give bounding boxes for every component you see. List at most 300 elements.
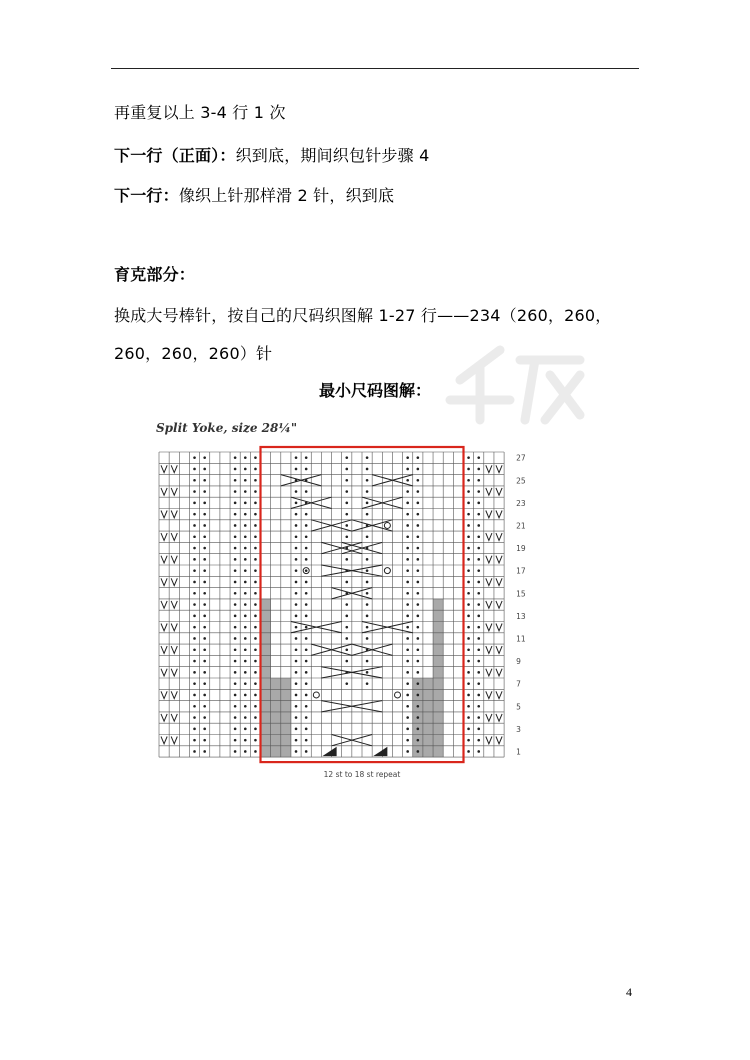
purl-dot bbox=[234, 615, 237, 618]
purl-dot bbox=[234, 468, 237, 471]
purl-dot bbox=[193, 716, 196, 719]
purl-dot bbox=[477, 558, 480, 561]
instruction-repeat: 再重复以上 3-4 行 1 次 bbox=[114, 103, 286, 122]
purl-dot bbox=[406, 490, 409, 493]
purl-dot bbox=[234, 660, 237, 663]
purl-dot bbox=[203, 728, 206, 731]
purl-dot bbox=[406, 739, 409, 742]
purl-dot bbox=[295, 750, 298, 753]
purl-dot bbox=[193, 468, 196, 471]
purl-dot bbox=[305, 739, 308, 742]
purl-dot bbox=[467, 558, 470, 561]
purl-dot bbox=[366, 535, 369, 538]
purl-dot bbox=[417, 750, 420, 753]
purl-dot bbox=[244, 581, 247, 584]
purl-dot bbox=[193, 705, 196, 708]
purl-dot bbox=[477, 648, 480, 651]
purl-dot bbox=[417, 660, 420, 663]
purl-dot bbox=[295, 637, 298, 640]
purl-dot bbox=[234, 694, 237, 697]
purl-dot bbox=[477, 502, 480, 505]
purl-dot bbox=[203, 750, 206, 753]
purl-dot bbox=[305, 626, 308, 629]
purl-dot bbox=[305, 456, 308, 459]
purl-dot bbox=[193, 479, 196, 482]
page-number: 4 bbox=[626, 985, 632, 999]
purl-dot bbox=[345, 682, 348, 685]
purl-dot bbox=[244, 569, 247, 572]
instruction-rs-text: 织到底，期间织包针步骤 4 bbox=[235, 146, 430, 165]
purl-dot bbox=[305, 615, 308, 618]
purl-dot bbox=[305, 524, 308, 527]
purl-dot bbox=[477, 513, 480, 516]
purl-dot bbox=[366, 581, 369, 584]
purl-dot bbox=[254, 535, 257, 538]
purl-dot bbox=[406, 705, 409, 708]
purl-dot bbox=[234, 728, 237, 731]
purl-dot bbox=[477, 468, 480, 471]
purl-dot bbox=[295, 615, 298, 618]
purl-dot bbox=[203, 547, 206, 550]
purl-dot bbox=[203, 682, 206, 685]
purl-dot bbox=[295, 603, 298, 606]
purl-dot bbox=[295, 581, 298, 584]
purl-dot bbox=[467, 456, 470, 459]
purl-dot bbox=[366, 490, 369, 493]
purl-dot bbox=[305, 592, 308, 595]
purl-dot bbox=[203, 535, 206, 538]
purl-dot bbox=[406, 456, 409, 459]
purl-dot bbox=[406, 468, 409, 471]
purl-dot bbox=[467, 547, 470, 550]
purl-dot bbox=[203, 558, 206, 561]
purl-dot bbox=[477, 750, 480, 753]
purl-dot bbox=[417, 479, 420, 482]
chart-title: Split Yoke, size 28¼" bbox=[156, 421, 298, 435]
purl-dot bbox=[305, 682, 308, 685]
purl-dot bbox=[193, 569, 196, 572]
purl-dot bbox=[366, 671, 369, 674]
purl-dot bbox=[254, 637, 257, 640]
purl-dot bbox=[295, 728, 298, 731]
purl-dot bbox=[193, 728, 196, 731]
purl-dot bbox=[305, 490, 308, 493]
purl-dot bbox=[295, 490, 298, 493]
purl-dot bbox=[254, 694, 257, 697]
purl-dot bbox=[406, 750, 409, 753]
purl-dot bbox=[417, 592, 420, 595]
purl-dot bbox=[244, 739, 247, 742]
purl-dot bbox=[244, 750, 247, 753]
purl-dot bbox=[345, 660, 348, 663]
purl-dot bbox=[254, 648, 257, 651]
purl-dot bbox=[244, 694, 247, 697]
purl-dot bbox=[406, 569, 409, 572]
purl-dot bbox=[295, 705, 298, 708]
purl-dot bbox=[305, 750, 308, 753]
purl-dot bbox=[254, 728, 257, 731]
purl-dot bbox=[254, 569, 257, 572]
purl-dot bbox=[366, 502, 369, 505]
purl-dot bbox=[203, 626, 206, 629]
purl-dot bbox=[417, 581, 420, 584]
purl-dot bbox=[193, 660, 196, 663]
row-label: 9 bbox=[516, 657, 521, 667]
purl-dot bbox=[203, 524, 206, 527]
purl-dot bbox=[203, 648, 206, 651]
row-label: 23 bbox=[516, 498, 526, 508]
row-label: 15 bbox=[516, 589, 526, 599]
purl-dot bbox=[254, 592, 257, 595]
purl-dot bbox=[477, 705, 480, 708]
purl-dot bbox=[203, 603, 206, 606]
purl-dot bbox=[406, 694, 409, 697]
purl-dot bbox=[406, 558, 409, 561]
purl-dot bbox=[234, 490, 237, 493]
instruction-rs-label: 下一行（正面）： bbox=[114, 146, 236, 165]
purl-dot bbox=[193, 682, 196, 685]
purl-dot bbox=[295, 660, 298, 663]
purl-dot bbox=[244, 648, 247, 651]
purl-dot bbox=[305, 468, 308, 471]
purl-dot bbox=[254, 750, 257, 753]
purl-dot bbox=[295, 682, 298, 685]
purl-dot bbox=[345, 626, 348, 629]
purl-dot bbox=[477, 671, 480, 674]
purl-dot bbox=[417, 682, 420, 685]
purl-dot bbox=[203, 513, 206, 516]
purl-dot bbox=[417, 637, 420, 640]
purl-dot bbox=[254, 479, 257, 482]
purl-dot bbox=[467, 581, 470, 584]
purl-dot bbox=[467, 535, 470, 538]
purl-dot bbox=[203, 671, 206, 674]
purl-dot bbox=[295, 648, 298, 651]
purl-dot bbox=[366, 615, 369, 618]
purl-dot bbox=[345, 502, 348, 505]
purl-dot bbox=[366, 558, 369, 561]
purl-dot bbox=[244, 592, 247, 595]
purl-dot bbox=[254, 716, 257, 719]
purl-dot bbox=[467, 524, 470, 527]
purl-dot bbox=[295, 513, 298, 516]
purl-dot bbox=[345, 490, 348, 493]
purl-dot bbox=[467, 615, 470, 618]
purl-dot bbox=[244, 626, 247, 629]
purl-dot bbox=[244, 468, 247, 471]
purl-dot bbox=[193, 490, 196, 493]
purl-dot bbox=[406, 513, 409, 516]
purl-dot bbox=[234, 603, 237, 606]
purl-dot bbox=[234, 750, 237, 753]
purl-dot bbox=[295, 547, 298, 550]
purl-dot bbox=[345, 456, 348, 459]
purl-dot bbox=[477, 581, 480, 584]
purl-dot bbox=[295, 569, 298, 572]
purl-dot bbox=[295, 456, 298, 459]
purl-dot bbox=[203, 615, 206, 618]
purl-dot bbox=[234, 558, 237, 561]
purl-dot bbox=[254, 524, 257, 527]
purl-dot bbox=[254, 705, 257, 708]
purl-dot bbox=[467, 603, 470, 606]
purl-dot bbox=[244, 671, 247, 674]
purl-dot bbox=[345, 524, 348, 527]
purl-dot bbox=[234, 479, 237, 482]
purl-dot bbox=[417, 502, 420, 505]
purl-dot bbox=[467, 728, 470, 731]
purl-dot bbox=[467, 468, 470, 471]
purl-dot bbox=[234, 648, 237, 651]
purl-dot bbox=[406, 592, 409, 595]
instruction-yoke-1: 换成大号棒针，按自己的尺码织图解 1-27 行——234（260，260， bbox=[114, 306, 612, 325]
purl-dot bbox=[234, 456, 237, 459]
purl-dot bbox=[366, 637, 369, 640]
purl-dot bbox=[467, 490, 470, 493]
purl-dot bbox=[203, 479, 206, 482]
purl-dot bbox=[193, 739, 196, 742]
purl-dot bbox=[295, 592, 298, 595]
purl-dot bbox=[417, 603, 420, 606]
purl-dot bbox=[417, 524, 420, 527]
purl-dot bbox=[295, 502, 298, 505]
purl-dot bbox=[477, 660, 480, 663]
purl-dot bbox=[477, 739, 480, 742]
purl-dot bbox=[467, 660, 470, 663]
purl-dot bbox=[193, 615, 196, 618]
purl-dot bbox=[477, 456, 480, 459]
purl-dot bbox=[254, 660, 257, 663]
purl-dot bbox=[477, 592, 480, 595]
purl-dot bbox=[417, 569, 420, 572]
purl-dot bbox=[406, 671, 409, 674]
purl-dot bbox=[417, 558, 420, 561]
purl-dot bbox=[417, 547, 420, 550]
purl-dot bbox=[234, 705, 237, 708]
row-label: 7 bbox=[516, 679, 521, 689]
row-label: 11 bbox=[516, 634, 526, 644]
purl-dot bbox=[345, 468, 348, 471]
purl-dot bbox=[203, 468, 206, 471]
purl-dot bbox=[417, 716, 420, 719]
purl-dot bbox=[295, 716, 298, 719]
purl-dot bbox=[254, 626, 257, 629]
purl-dot bbox=[295, 739, 298, 742]
purl-dot bbox=[477, 569, 480, 572]
purl-dot bbox=[406, 479, 409, 482]
purl-dot bbox=[366, 479, 369, 482]
purl-dot bbox=[244, 502, 247, 505]
purl-dot bbox=[193, 671, 196, 674]
purl-dot bbox=[406, 637, 409, 640]
purl-dot bbox=[406, 615, 409, 618]
section-heading-yoke: 育克部分： bbox=[114, 265, 196, 284]
purl-dot bbox=[234, 513, 237, 516]
purl-dot bbox=[244, 660, 247, 663]
purl-dot bbox=[345, 581, 348, 584]
purl-dot bbox=[345, 615, 348, 618]
purl-dot bbox=[366, 468, 369, 471]
purl-dot bbox=[193, 513, 196, 516]
purl-dot bbox=[203, 637, 206, 640]
purl-dot bbox=[193, 456, 196, 459]
purl-dot bbox=[417, 728, 420, 731]
purl-dot bbox=[305, 581, 308, 584]
purl-dot bbox=[467, 502, 470, 505]
purl-dot bbox=[406, 682, 409, 685]
purl-dot bbox=[406, 603, 409, 606]
purl-dot bbox=[234, 626, 237, 629]
purl-dot bbox=[295, 626, 298, 629]
purl-dot bbox=[203, 502, 206, 505]
purl-dot bbox=[254, 547, 257, 550]
purl-dot bbox=[406, 660, 409, 663]
purl-dot bbox=[467, 637, 470, 640]
purl-dot bbox=[345, 637, 348, 640]
purl-dot bbox=[193, 592, 196, 595]
purl-dot bbox=[477, 682, 480, 685]
purl-dot bbox=[193, 524, 196, 527]
purl-dot bbox=[417, 694, 420, 697]
purl-dot bbox=[366, 456, 369, 459]
purl-dot bbox=[305, 671, 308, 674]
purl-dot bbox=[477, 694, 480, 697]
purl-dot bbox=[254, 682, 257, 685]
purl-dot bbox=[295, 671, 298, 674]
purl-dot bbox=[295, 558, 298, 561]
purl-dot bbox=[244, 490, 247, 493]
purl-dot bbox=[305, 513, 308, 516]
purl-dot bbox=[193, 603, 196, 606]
purl-dot bbox=[244, 603, 247, 606]
purl-dot bbox=[406, 581, 409, 584]
purl-dot bbox=[467, 694, 470, 697]
purl-dot bbox=[305, 728, 308, 731]
purl-dot bbox=[467, 671, 470, 674]
purl-dot bbox=[244, 513, 247, 516]
purl-dot bbox=[254, 671, 257, 674]
purl-dot bbox=[244, 716, 247, 719]
purl-dot bbox=[203, 569, 206, 572]
purl-dot bbox=[406, 547, 409, 550]
purl-dot bbox=[295, 535, 298, 538]
repeat-label: 12 st to 18 st repeat bbox=[323, 770, 401, 780]
purl-dot bbox=[193, 637, 196, 640]
purl-dot bbox=[305, 547, 308, 550]
row-label: 13 bbox=[516, 611, 526, 621]
purl-dot bbox=[305, 535, 308, 538]
purl-dot bbox=[234, 569, 237, 572]
row-label: 17 bbox=[516, 566, 526, 576]
purl-dot bbox=[193, 535, 196, 538]
purl-dot bbox=[193, 626, 196, 629]
purl-dot bbox=[417, 456, 420, 459]
no-stitch-left-2 bbox=[261, 678, 291, 757]
purl-dot bbox=[295, 524, 298, 527]
purl-dot bbox=[366, 603, 369, 606]
purl-dot bbox=[254, 456, 257, 459]
purl-dot bbox=[406, 728, 409, 731]
row-label: 1 bbox=[516, 747, 521, 757]
purl-dot bbox=[295, 694, 298, 697]
purl-dot bbox=[467, 750, 470, 753]
purl-dot bbox=[305, 716, 308, 719]
purl-dot bbox=[417, 739, 420, 742]
instruction-yoke-2: 260，260，260）针 bbox=[114, 344, 273, 363]
purl-dot bbox=[467, 513, 470, 516]
purl-dot bbox=[467, 569, 470, 572]
purl-dot bbox=[417, 468, 420, 471]
purl-dot bbox=[254, 615, 257, 618]
purl-dot bbox=[477, 626, 480, 629]
purl-dot bbox=[467, 626, 470, 629]
purl-dot bbox=[203, 694, 206, 697]
purl-dot bbox=[417, 705, 420, 708]
purl-dot bbox=[203, 456, 206, 459]
purl-dot bbox=[477, 524, 480, 527]
purl-dot bbox=[203, 592, 206, 595]
purl-dot bbox=[193, 502, 196, 505]
purl-dot bbox=[366, 682, 369, 685]
purl-dot bbox=[477, 547, 480, 550]
purl-dot bbox=[477, 490, 480, 493]
purl-dot bbox=[477, 728, 480, 731]
purl-dot bbox=[305, 603, 308, 606]
purl-dot bbox=[234, 581, 237, 584]
purl-dot bbox=[254, 603, 257, 606]
purl-dot bbox=[366, 592, 369, 595]
purl-dot bbox=[366, 513, 369, 516]
chart-caption: 最小尺码图解： bbox=[318, 381, 431, 400]
purl-dot bbox=[234, 716, 237, 719]
purl-dot bbox=[406, 716, 409, 719]
row-label: 21 bbox=[516, 521, 526, 531]
purl-dot bbox=[467, 648, 470, 651]
purl-dot bbox=[203, 490, 206, 493]
purl-dot bbox=[417, 626, 420, 629]
purl-dot bbox=[203, 739, 206, 742]
purl-dot bbox=[254, 581, 257, 584]
purl-dot bbox=[345, 603, 348, 606]
purl-dot bbox=[305, 637, 308, 640]
purl-dot bbox=[467, 682, 470, 685]
purl-dot bbox=[203, 705, 206, 708]
purl-dot bbox=[234, 637, 237, 640]
purl-dot bbox=[244, 535, 247, 538]
purl-dot bbox=[467, 592, 470, 595]
purl-dot bbox=[254, 502, 257, 505]
row-label: 5 bbox=[516, 702, 521, 712]
purl-dot bbox=[254, 558, 257, 561]
purl-dot bbox=[244, 728, 247, 731]
purl-dot bbox=[244, 705, 247, 708]
row-label: 25 bbox=[516, 476, 526, 486]
purl-dot bbox=[305, 705, 308, 708]
purl-dot bbox=[234, 739, 237, 742]
purl-dot bbox=[234, 524, 237, 527]
purl-dot bbox=[254, 490, 257, 493]
row-label: 19 bbox=[516, 544, 526, 554]
purl-dot bbox=[467, 739, 470, 742]
row-label: 27 bbox=[516, 453, 526, 463]
purl-dot bbox=[305, 694, 308, 697]
purl-dot bbox=[254, 513, 257, 516]
purl-dot bbox=[305, 569, 308, 572]
purl-dot bbox=[193, 750, 196, 753]
purl-dot bbox=[234, 671, 237, 674]
row-label: 3 bbox=[516, 724, 521, 734]
purl-dot bbox=[203, 716, 206, 719]
